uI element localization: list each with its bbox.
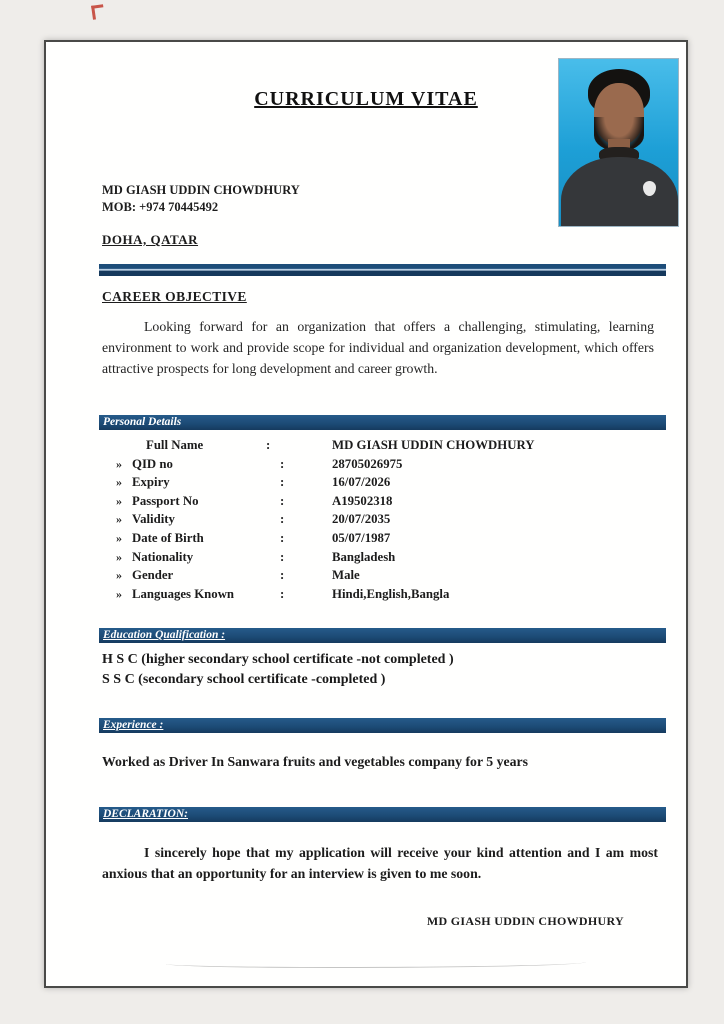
personal-details-list <box>102 438 662 605</box>
personal-details-heading: Personal Details <box>103 416 182 428</box>
photo-shirt <box>561 157 678 227</box>
red-pen-scan-mark <box>91 4 105 20</box>
divider-bar <box>99 264 666 276</box>
detail-label: Expiry <box>132 475 170 490</box>
detail-colon: : <box>280 530 285 545</box>
detail-label: QID no <box>132 456 173 471</box>
bullet-icon: » <box>116 568 122 583</box>
document-title: CURRICULUM VITAE <box>254 88 478 110</box>
contact-block <box>102 182 300 216</box>
bullet-icon: » <box>116 475 122 490</box>
experience-text: Worked as Driver In Sanwara fruits and vegetables company for 5 years <box>102 754 529 769</box>
declaration-text <box>102 842 658 884</box>
detail-label: Passport No <box>132 493 199 508</box>
education-bar <box>99 628 666 643</box>
bullet-icon: » <box>116 512 122 527</box>
detail-colon: : <box>266 438 271 452</box>
detail-colon: : <box>280 512 285 527</box>
detail-value: 28705026975 <box>332 456 403 471</box>
applicant-name: MD GIASH UDDIN CHOWDHURY <box>102 183 300 197</box>
career-objective-text <box>102 316 654 379</box>
portrait-photo <box>558 58 679 227</box>
experience-heading: Experience : <box>103 719 164 731</box>
detail-value: MD GIASH UDDIN CHOWDHURY <box>332 438 535 452</box>
applicant-mobile: MOB: +974 70445492 <box>102 200 219 214</box>
detail-label: Nationality <box>132 549 194 564</box>
education-lines <box>102 650 454 690</box>
detail-row <box>102 568 662 587</box>
detail-value: Male <box>332 568 360 583</box>
detail-row <box>102 550 662 569</box>
career-objective-paragraph: Looking forward for an organization that offers a challenging, stimulating, learning environment to work and provide scope for individual and organization development, which offers attractive prospects for long development and career growth. <box>102 319 654 376</box>
education-heading: Education Qualification : <box>103 629 226 641</box>
cv-page <box>44 40 688 988</box>
detail-label: Gender <box>132 568 174 583</box>
scan-artifact-line <box>166 958 586 968</box>
detail-row <box>102 494 662 513</box>
detail-colon: : <box>280 493 285 508</box>
detail-value: A19502318 <box>332 493 393 508</box>
detail-colon: : <box>280 568 285 583</box>
detail-value: Hindi,English,Bangla <box>332 586 450 601</box>
signature-name: MD GIASH UDDIN CHOWDHURY <box>426 914 624 928</box>
education-line-hsc: H S C (higher secondary school certificate -not completed ) <box>102 652 454 667</box>
detail-row <box>102 531 662 550</box>
declaration-heading: DECLARATION: <box>103 808 188 820</box>
detail-value: Bangladesh <box>332 549 396 564</box>
experience-bar <box>99 718 666 733</box>
detail-row <box>102 512 662 531</box>
declaration-paragraph: I sincerely hope that my application will receive your kind attention and I am most anxious that an opportunity for an interview is given to me soon. <box>102 845 658 881</box>
declaration-bar <box>99 807 666 822</box>
detail-colon: : <box>280 549 285 564</box>
applicant-location: DOHA, QATAR <box>102 232 199 247</box>
education-line-ssc: S S C (secondary school certificate -completed ) <box>102 672 386 687</box>
detail-label: Full Name <box>146 438 204 452</box>
detail-value: 20/07/2035 <box>332 512 391 527</box>
bullet-icon: » <box>116 493 122 508</box>
bullet-icon: » <box>116 549 122 564</box>
detail-label: Date of Birth <box>132 530 204 545</box>
detail-row <box>102 438 662 457</box>
detail-label: Validity <box>132 512 175 527</box>
detail-row <box>102 475 662 494</box>
detail-value: 05/07/1987 <box>332 530 391 545</box>
detail-label: Languages Known <box>132 586 235 601</box>
detail-value: 16/07/2026 <box>332 475 391 490</box>
bullet-icon: » <box>116 456 122 471</box>
bullet-icon: » <box>116 530 122 545</box>
detail-row <box>102 587 662 606</box>
detail-colon: : <box>280 475 285 490</box>
career-objective-heading: CAREER OBJECTIVE <box>102 289 247 304</box>
detail-row <box>102 457 662 476</box>
personal-details-bar <box>99 415 666 430</box>
bullet-icon: » <box>116 586 122 601</box>
detail-colon: : <box>280 586 285 601</box>
detail-colon: : <box>280 456 285 471</box>
